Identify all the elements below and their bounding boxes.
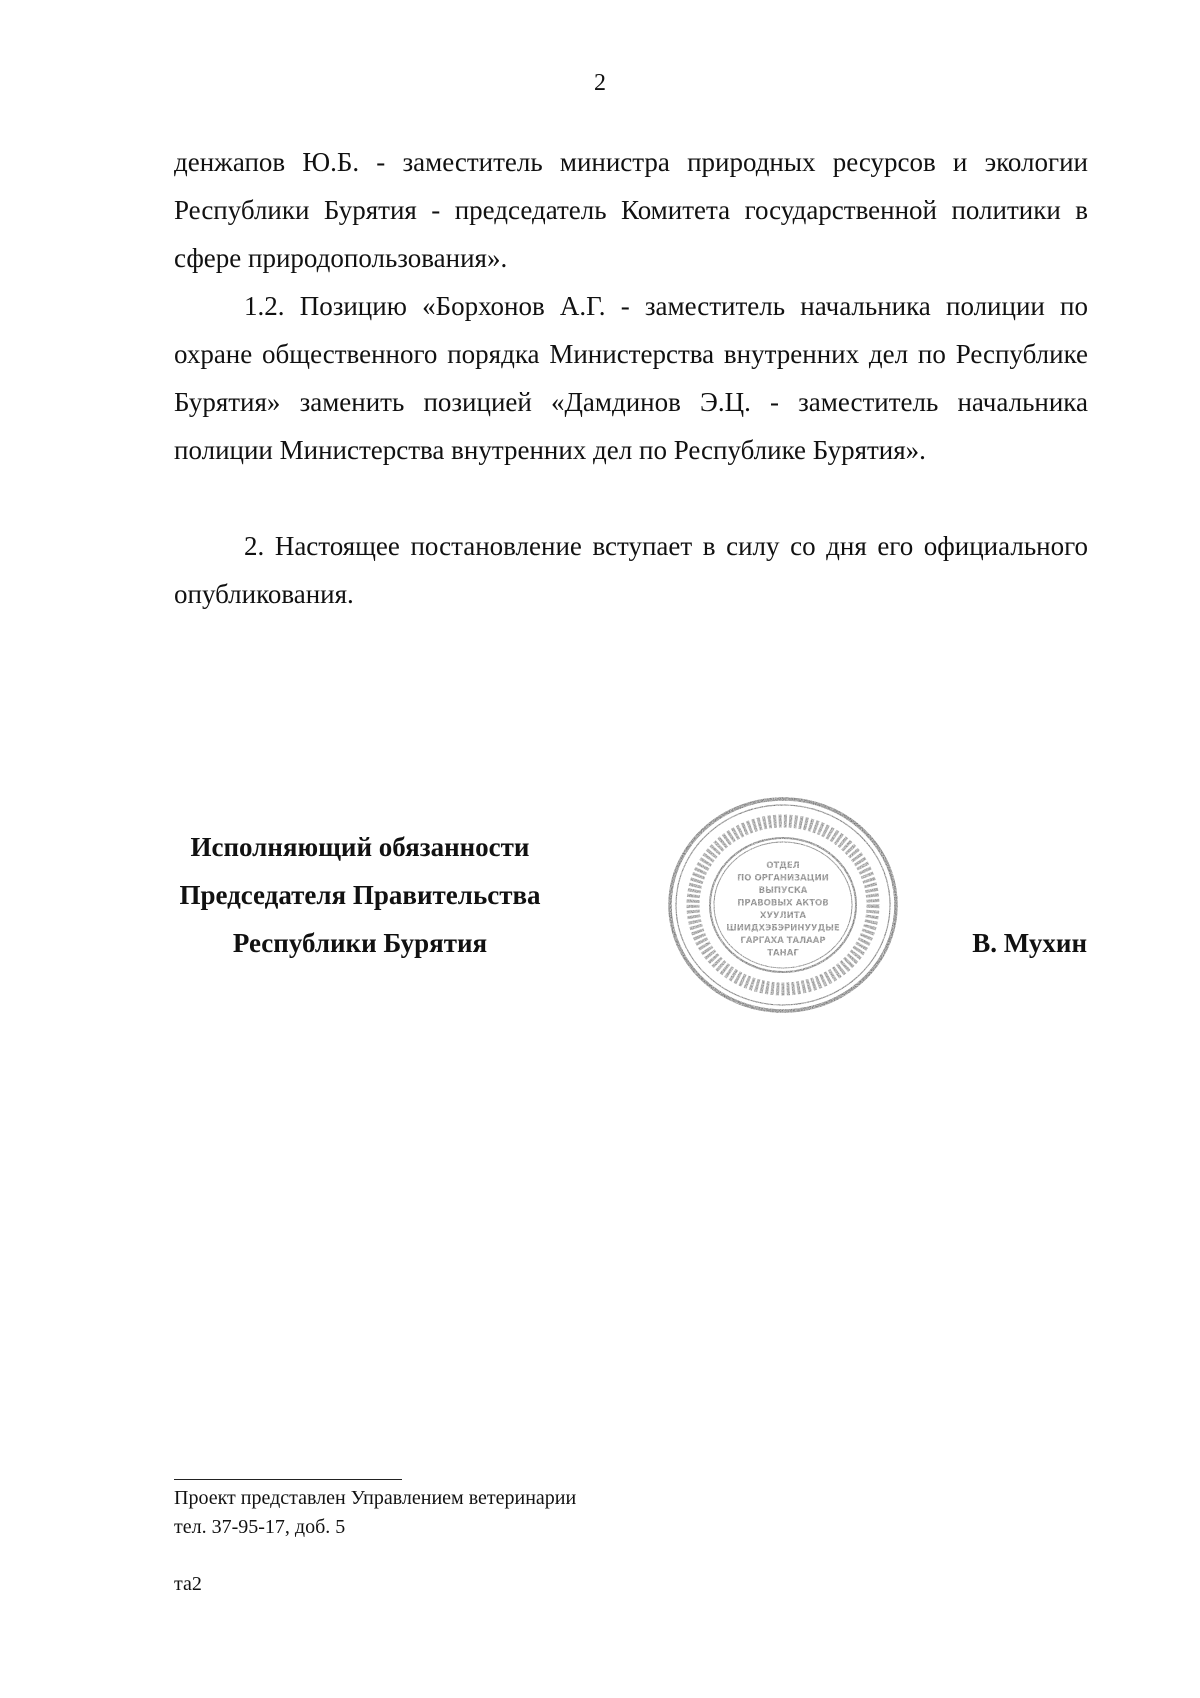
signatory-title: [160, 823, 560, 967]
footnote: [174, 1484, 576, 1542]
document-body: [174, 138, 1088, 618]
paragraph-item-1-2: 1.2. Позицию «Борхонов А.Г. - заместитель начальника полиции по охране общественного порядка Министерства внутренних дел по Республике Бурятия» заменить позицией «Дамдинов Э.Ц. - заместитель начальника полиции Министерства внутренних дел по Республике Бурятия».: [174, 291, 1088, 465]
stamp-text-line: ПО ОРГАНИЗАЦИИ: [737, 873, 829, 884]
footnote-divider: [174, 1479, 402, 1480]
signatory-title-line-3: Республики Бурятия: [232, 928, 488, 958]
signatory-title-line-1: Исполняющий обязанности: [190, 832, 530, 862]
footnote-line-1: Проект представлен Управлением ветеринарии: [174, 1487, 577, 1509]
stamp-text-line: ПРАВОВЫХ АКТОВ: [737, 898, 829, 909]
signatory-name: В. Мухин: [972, 928, 1087, 958]
page-number: 2: [594, 70, 606, 96]
paragraph-item-2: 2. Настоящее постановление вступает в силу со дня его официального опубликования.: [174, 531, 1088, 609]
paragraph-continuation: денжапов Ю.Б. - заместитель министра природных ресурсов и экологии Республики Бурятия - председатель Комитета государственной политики в сфере природопользования».: [174, 147, 1088, 273]
document-code: та2: [174, 1573, 202, 1595]
stamp-text-line: ГАРГАХА ТАЛААР: [740, 936, 826, 946]
signatory-title-line-2: Председателя Правительства: [179, 880, 541, 910]
footnote-line-2: тел. 37-95-17, доб. 5: [174, 1516, 346, 1538]
official-stamp: [658, 790, 908, 1020]
stamp-text-line: ОТДЕЛ: [766, 861, 800, 871]
stamp-text-line: ТАНАГ: [767, 948, 799, 959]
stamp-text-line: ВЫПУСКА: [758, 886, 808, 896]
stamp-text-line: ХУУЛИТА: [759, 911, 807, 921]
stamp-text-line: ШИИДХЭБЭРИНУУДЫЕ: [726, 923, 840, 934]
